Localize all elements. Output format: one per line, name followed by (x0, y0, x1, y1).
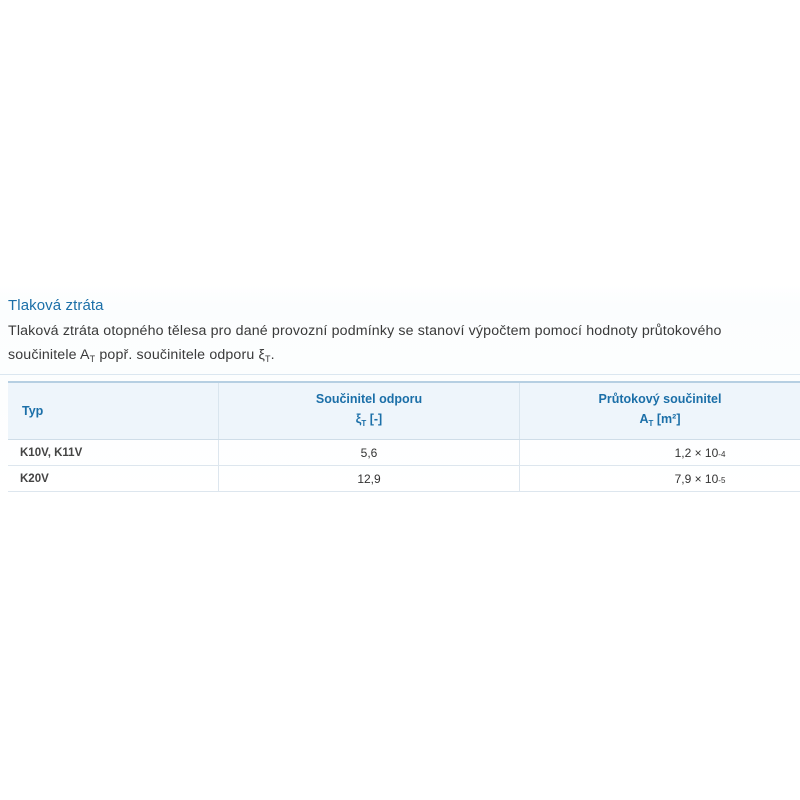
pressure-loss-table (8, 381, 800, 492)
cell-flow (520, 466, 800, 492)
intro-sub-1: T (89, 354, 96, 364)
cell-flow-exp: -5 (718, 475, 726, 485)
section-title: Tlaková ztráta (8, 297, 104, 314)
header-xi-symbol: ξ (355, 411, 362, 426)
header-flow-label: Průtokový součinitel (598, 391, 722, 406)
cell-flow-base: 7,9 × 10 (674, 471, 719, 486)
intro-sub-2: T (265, 354, 271, 364)
table-row (8, 440, 800, 466)
cell-flow-exp: -4 (718, 449, 726, 459)
intro-line-1: Tlaková ztráta otopného tělesa pro dané provozní podmínky se stanoví výpočtem pomocí hodnoty průtokového (8, 323, 722, 339)
header-resistance-coefficient (219, 382, 520, 440)
header-resistance-unit (219, 409, 519, 434)
divider (0, 374, 800, 375)
cell-flow (520, 440, 800, 466)
cell-flow-base: 1,2 × 10 (674, 445, 719, 460)
intro-text-c: . (270, 347, 275, 363)
header-resistance-label: Součinitel odporu (315, 391, 423, 406)
cell-typ: K20V (8, 466, 219, 492)
cell-resistance: 5,6 (219, 440, 520, 466)
cell-typ: K10V, K11V (8, 440, 219, 466)
header-xi-unit: [-] (366, 411, 383, 426)
cell-resistance: 12,9 (219, 466, 520, 492)
header-flow-unit (520, 409, 800, 434)
intro-line-2 (8, 344, 275, 371)
table-row (8, 466, 800, 492)
header-typ: Typ (8, 382, 219, 440)
intro-text-b: popř. součinitele odporu ξ (95, 347, 265, 363)
header-at-sub: T (648, 418, 654, 428)
intro-text-a: součinitele A (8, 347, 90, 363)
header-at-unit: [m²] (653, 411, 681, 426)
table-header-row (8, 382, 800, 440)
header-at-symbol: A (639, 411, 649, 426)
header-flow-coefficient (520, 382, 800, 440)
header-xi-sub: T (361, 418, 367, 428)
